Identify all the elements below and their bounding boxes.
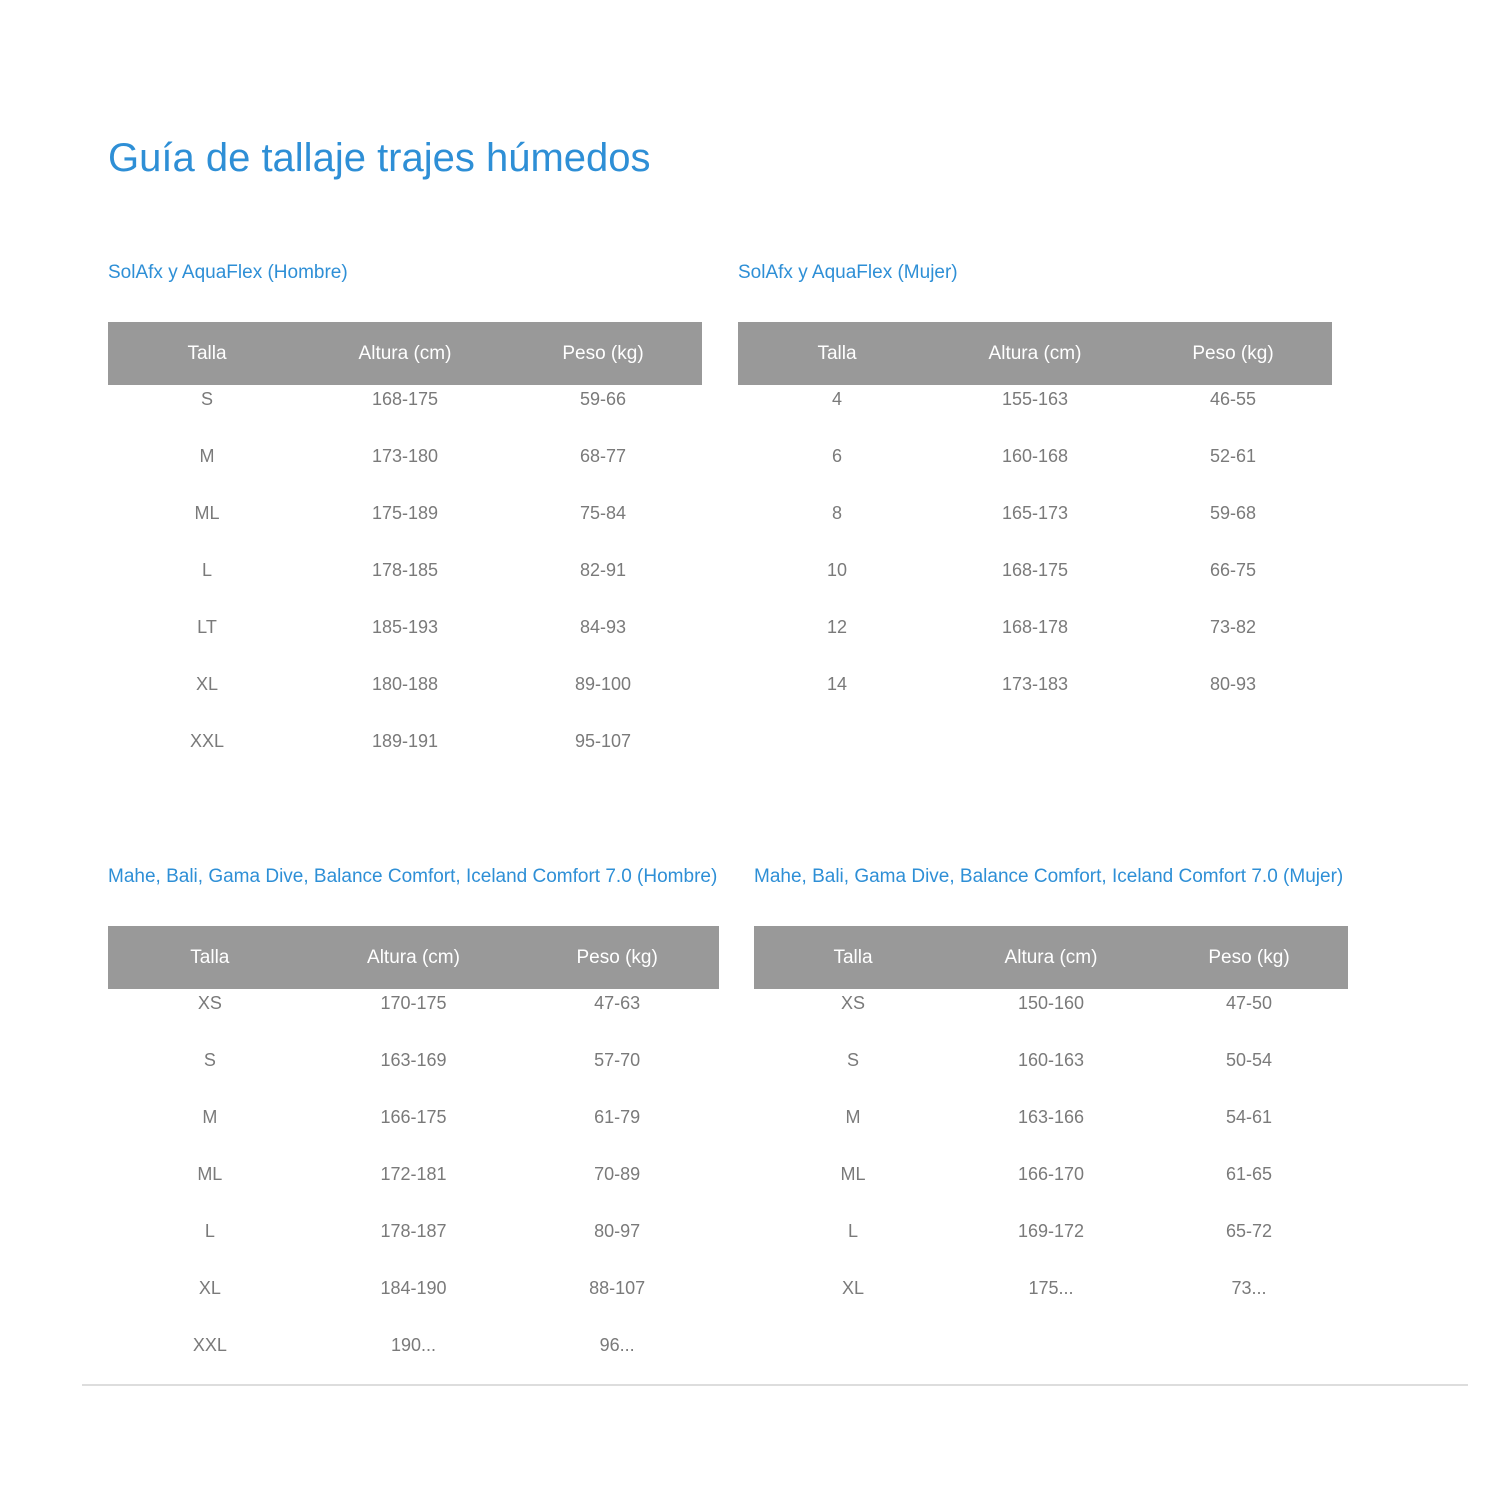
cell-value: 155-163 bbox=[1001, 389, 1069, 409]
column-header-weight: Peso (kg) bbox=[1150, 926, 1348, 989]
page-title: Guía de tallaje trajes húmedos bbox=[108, 136, 651, 180]
table-header-row bbox=[108, 926, 719, 989]
cell-value: S bbox=[203, 1050, 216, 1070]
table-row bbox=[108, 1331, 719, 1388]
table-cell-weight bbox=[1134, 613, 1332, 670]
table-cell-height bbox=[312, 1274, 516, 1331]
cell-value: 8 bbox=[831, 503, 842, 523]
table-row bbox=[108, 1046, 719, 1103]
table-cell-height bbox=[312, 1217, 516, 1274]
table-cell-weight bbox=[504, 613, 702, 670]
table-cell-size bbox=[738, 556, 936, 613]
cell-value: 96... bbox=[599, 1335, 635, 1355]
column-header-weight: Peso (kg) bbox=[515, 926, 719, 989]
table-cell-weight bbox=[1150, 1046, 1348, 1103]
cell-value: 168-175 bbox=[1001, 560, 1069, 580]
table-cell-height bbox=[952, 1274, 1150, 1331]
cell-value: 70-89 bbox=[594, 1164, 641, 1184]
cell-value: 73... bbox=[1231, 1278, 1267, 1298]
table-cell-size bbox=[108, 1103, 312, 1160]
table-cell-weight bbox=[504, 385, 702, 442]
cell-value: 59-66 bbox=[579, 389, 627, 409]
table-cell-height bbox=[936, 670, 1134, 727]
table-cell-height bbox=[312, 989, 516, 1046]
cell-value: 59-68 bbox=[1209, 503, 1257, 523]
table-cell-size bbox=[108, 1331, 312, 1388]
table-row bbox=[108, 442, 702, 499]
cell-value: 50-54 bbox=[1225, 1050, 1273, 1070]
cell-value: 46-55 bbox=[1209, 389, 1257, 409]
cell-value: 173-183 bbox=[1001, 674, 1069, 694]
cell-value: 75-84 bbox=[579, 503, 627, 523]
cell-value: 65-72 bbox=[1225, 1221, 1273, 1241]
table-row bbox=[738, 442, 1332, 499]
size-table bbox=[108, 322, 702, 784]
table-cell-height bbox=[936, 442, 1134, 499]
cell-value: 175... bbox=[1028, 1278, 1074, 1298]
table-row bbox=[108, 613, 702, 670]
table-row bbox=[108, 385, 702, 442]
table-cell-size bbox=[738, 385, 936, 442]
cell-value: XXL bbox=[192, 1335, 227, 1355]
cell-value: 190... bbox=[390, 1335, 436, 1355]
cell-value: ML bbox=[194, 503, 220, 523]
table-cell-height bbox=[312, 1160, 516, 1217]
table-row bbox=[754, 1103, 1348, 1160]
size-table-section-mahe-men bbox=[108, 865, 719, 1388]
cell-value: 178-187 bbox=[380, 1221, 447, 1241]
table-row bbox=[108, 556, 702, 613]
table-cell-size bbox=[754, 1103, 952, 1160]
section-title: SolAfx y AquaFlex (Hombre) bbox=[108, 262, 348, 283]
table-cell-weight bbox=[504, 556, 702, 613]
column-header-size: Talla bbox=[738, 322, 936, 385]
table-row bbox=[108, 989, 719, 1046]
cell-value: 82-91 bbox=[579, 560, 627, 580]
cell-value: 12 bbox=[826, 617, 848, 637]
cell-value: 165-173 bbox=[1001, 503, 1069, 523]
column-header-size: Talla bbox=[108, 322, 306, 385]
table-row bbox=[738, 613, 1332, 670]
cell-value: 47-63 bbox=[594, 993, 641, 1013]
size-table bbox=[754, 926, 1348, 1331]
cell-value: 178-185 bbox=[371, 560, 439, 580]
column-header-size: Talla bbox=[108, 926, 312, 989]
table-cell-weight bbox=[1150, 1274, 1348, 1331]
cell-value: S bbox=[200, 389, 213, 409]
table-cell-height bbox=[936, 613, 1134, 670]
table-row bbox=[754, 1274, 1348, 1331]
size-table-section-solafx-women bbox=[738, 261, 1332, 727]
table-header-row bbox=[108, 322, 702, 385]
table-cell-weight bbox=[504, 670, 702, 727]
cell-value: 6 bbox=[831, 446, 842, 466]
table-row bbox=[108, 1274, 719, 1331]
table-cell-size bbox=[108, 499, 306, 556]
table-cell-size bbox=[108, 556, 306, 613]
cell-value: 163-169 bbox=[380, 1050, 447, 1070]
table-cell-weight bbox=[1150, 1103, 1348, 1160]
footer-divider bbox=[82, 1384, 1468, 1386]
cell-value: LT bbox=[197, 617, 217, 637]
cell-value: 4 bbox=[831, 389, 842, 409]
cell-value: 170-175 bbox=[380, 993, 447, 1013]
table-cell-size bbox=[754, 989, 952, 1046]
table-cell-weight bbox=[1150, 1217, 1348, 1274]
table-cell-size bbox=[738, 442, 936, 499]
column-header-height: Altura (cm) bbox=[306, 322, 504, 385]
table-cell-weight bbox=[515, 1103, 719, 1160]
cell-value: 184-190 bbox=[380, 1278, 447, 1298]
table-cell-height bbox=[936, 385, 1134, 442]
cell-value: 180-188 bbox=[371, 674, 439, 694]
cell-value: ML bbox=[840, 1164, 866, 1184]
cell-value: 66-75 bbox=[1209, 560, 1257, 580]
table-cell-height bbox=[306, 442, 504, 499]
cell-value: 169-172 bbox=[1017, 1221, 1085, 1241]
cell-value: 61-79 bbox=[594, 1107, 641, 1127]
cell-value: 52-61 bbox=[1209, 446, 1257, 466]
cell-value: 61-65 bbox=[1225, 1164, 1273, 1184]
table-cell-height bbox=[952, 1103, 1150, 1160]
table-cell-size bbox=[108, 727, 306, 784]
section-title: SolAfx y AquaFlex (Mujer) bbox=[738, 262, 958, 283]
table-cell-weight bbox=[1150, 1160, 1348, 1217]
table-row bbox=[108, 670, 702, 727]
table-cell-weight bbox=[504, 499, 702, 556]
table-cell-weight bbox=[1134, 556, 1332, 613]
table-row bbox=[754, 1217, 1348, 1274]
cell-value: 73-82 bbox=[1209, 617, 1257, 637]
cell-value: XL bbox=[198, 1278, 221, 1298]
cell-value: XL bbox=[195, 674, 219, 694]
cell-value: 89-100 bbox=[574, 674, 632, 694]
cell-value: 57-70 bbox=[594, 1050, 641, 1070]
section-title: Mahe, Bali, Gama Dive, Balance Comfort, Iceland Comfort 7.0 (Mujer) bbox=[754, 866, 1344, 887]
column-header-size: Talla bbox=[754, 926, 952, 989]
cell-value: 95-107 bbox=[574, 731, 632, 751]
table-cell-height bbox=[306, 613, 504, 670]
table-row bbox=[108, 499, 702, 556]
cell-value: M bbox=[845, 1107, 861, 1127]
table-cell-size bbox=[108, 613, 306, 670]
cell-value: M bbox=[202, 1107, 218, 1127]
column-header-height: Altura (cm) bbox=[312, 926, 516, 989]
table-row bbox=[108, 727, 702, 784]
table-cell-weight bbox=[504, 442, 702, 499]
table-cell-weight bbox=[515, 1046, 719, 1103]
table-row bbox=[108, 1160, 719, 1217]
cell-value: 47-50 bbox=[1225, 993, 1273, 1013]
table-cell-size bbox=[754, 1160, 952, 1217]
cell-value: ML bbox=[197, 1164, 223, 1184]
table-cell-height bbox=[952, 1160, 1150, 1217]
table-row bbox=[754, 1160, 1348, 1217]
table-cell-size bbox=[754, 1274, 952, 1331]
table-cell-size bbox=[108, 442, 306, 499]
table-cell-size bbox=[754, 1046, 952, 1103]
table-cell-height bbox=[936, 499, 1134, 556]
table-cell-height bbox=[306, 556, 504, 613]
table-cell-height bbox=[952, 1217, 1150, 1274]
table-cell-height bbox=[306, 670, 504, 727]
cell-value: XS bbox=[840, 993, 865, 1013]
cell-value: 54-61 bbox=[1225, 1107, 1273, 1127]
table-cell-weight bbox=[515, 1331, 719, 1388]
table-row bbox=[738, 556, 1332, 613]
cell-value: 166-175 bbox=[380, 1107, 447, 1127]
table-cell-height bbox=[936, 556, 1134, 613]
cell-value: 160-168 bbox=[1001, 446, 1069, 466]
table-cell-size bbox=[108, 1217, 312, 1274]
table-row bbox=[754, 1046, 1348, 1103]
cell-value: XL bbox=[841, 1278, 865, 1298]
table-cell-size bbox=[738, 670, 936, 727]
cell-value: 150-160 bbox=[1017, 993, 1085, 1013]
cell-value: 173-180 bbox=[371, 446, 439, 466]
table-cell-size bbox=[108, 1160, 312, 1217]
table-cell-size bbox=[108, 1274, 312, 1331]
table-cell-height bbox=[306, 499, 504, 556]
cell-value: 175-189 bbox=[371, 503, 439, 523]
cell-value: 168-178 bbox=[1001, 617, 1069, 637]
table-cell-height bbox=[306, 727, 504, 784]
size-table bbox=[738, 322, 1332, 727]
table-row bbox=[738, 670, 1332, 727]
table-cell-size bbox=[738, 499, 936, 556]
table-cell-height bbox=[306, 385, 504, 442]
cell-value: L bbox=[847, 1221, 858, 1241]
cell-value: 168-175 bbox=[371, 389, 439, 409]
table-cell-height bbox=[312, 1331, 516, 1388]
column-header-weight: Peso (kg) bbox=[1134, 322, 1332, 385]
cell-value: XXL bbox=[189, 731, 225, 751]
table-cell-weight bbox=[1150, 989, 1348, 1046]
cell-value: 163-166 bbox=[1017, 1107, 1085, 1127]
cell-value: 166-170 bbox=[1017, 1164, 1085, 1184]
table-cell-weight bbox=[1134, 670, 1332, 727]
cell-value: 14 bbox=[826, 674, 848, 694]
table-row bbox=[754, 989, 1348, 1046]
section-title: Mahe, Bali, Gama Dive, Balance Comfort, Iceland Comfort 7.0 (Hombre) bbox=[108, 866, 718, 887]
cell-value: L bbox=[204, 1221, 215, 1241]
table-cell-weight bbox=[515, 1274, 719, 1331]
table-header-row bbox=[738, 322, 1332, 385]
cell-value: L bbox=[201, 560, 212, 580]
table-row bbox=[108, 1103, 719, 1160]
table-cell-height bbox=[312, 1046, 516, 1103]
table-cell-height bbox=[952, 989, 1150, 1046]
table-cell-weight bbox=[515, 1217, 719, 1274]
table-cell-height bbox=[312, 1103, 516, 1160]
table-cell-size bbox=[108, 670, 306, 727]
cell-value: 88-107 bbox=[589, 1278, 646, 1298]
cell-value: 80-93 bbox=[1209, 674, 1257, 694]
table-cell-size bbox=[738, 613, 936, 670]
cell-value: 172-181 bbox=[380, 1164, 447, 1184]
column-header-height: Altura (cm) bbox=[952, 926, 1150, 989]
table-cell-size bbox=[108, 989, 312, 1046]
table-cell-weight bbox=[1134, 442, 1332, 499]
cell-value: 160-163 bbox=[1017, 1050, 1085, 1070]
table-cell-weight bbox=[515, 989, 719, 1046]
table-row bbox=[738, 499, 1332, 556]
table-cell-weight bbox=[515, 1160, 719, 1217]
size-table-section-mahe-women bbox=[754, 865, 1348, 1331]
size-table-section-solafx-men bbox=[108, 261, 702, 784]
table-cell-size bbox=[108, 1046, 312, 1103]
table-row bbox=[738, 385, 1332, 442]
cell-value: 185-193 bbox=[371, 617, 439, 637]
cell-value: 10 bbox=[826, 560, 848, 580]
column-header-height: Altura (cm) bbox=[936, 322, 1134, 385]
cell-value: 68-77 bbox=[579, 446, 627, 466]
cell-value: 80-97 bbox=[594, 1221, 641, 1241]
table-row bbox=[108, 1217, 719, 1274]
table-cell-weight bbox=[1134, 499, 1332, 556]
size-table bbox=[108, 926, 719, 1388]
column-header-weight: Peso (kg) bbox=[504, 322, 702, 385]
cell-value: 189-191 bbox=[371, 731, 439, 751]
table-cell-size bbox=[754, 1217, 952, 1274]
cell-value: S bbox=[846, 1050, 859, 1070]
cell-value: M bbox=[199, 446, 215, 466]
table-cell-height bbox=[952, 1046, 1150, 1103]
table-header-row bbox=[754, 926, 1348, 989]
table-cell-weight bbox=[504, 727, 702, 784]
table-cell-weight bbox=[1134, 385, 1332, 442]
cell-value: XS bbox=[197, 993, 222, 1013]
cell-value: 84-93 bbox=[579, 617, 627, 637]
table-cell-size bbox=[108, 385, 306, 442]
